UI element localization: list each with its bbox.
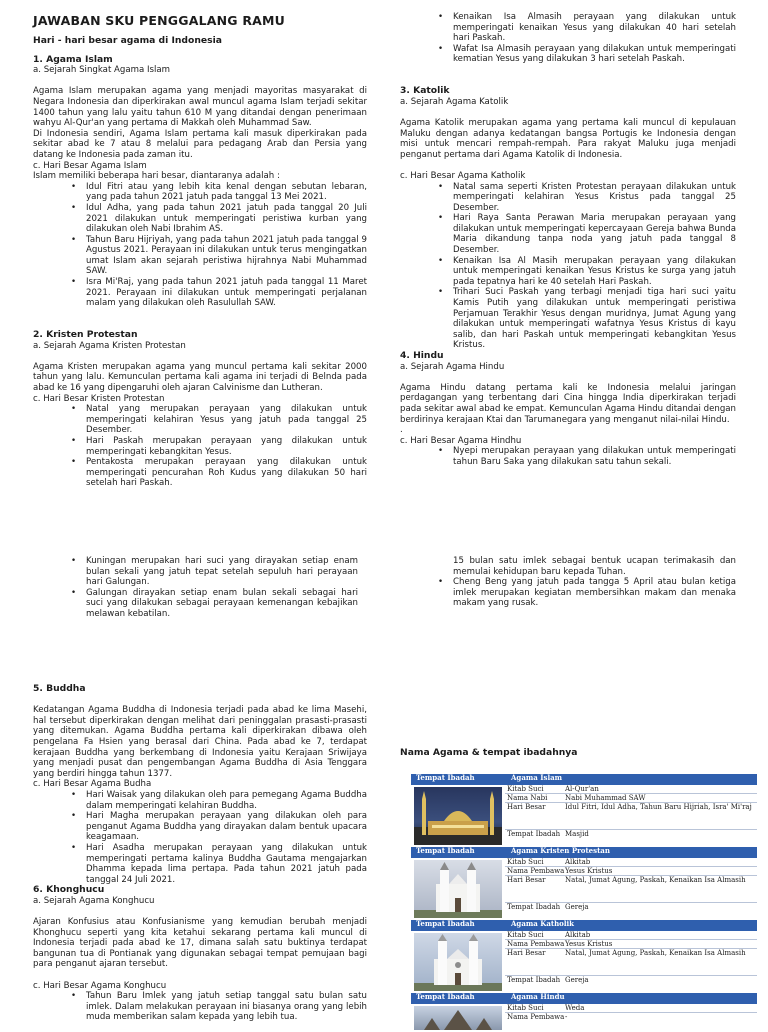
- row-key: Kitab Suci: [507, 931, 544, 939]
- khonghucu-sub-a: a. Sejarah Agama Konghucu: [33, 895, 155, 906]
- list-item: • Wafat Isa Almasih perayaan yang dilakukan untuk memperingati kematian Yesus yang dilakukan 3 hari setelah Paskah.: [453, 44, 736, 65]
- table-group-islam: [411, 774, 757, 847]
- row-key: Hari Besar: [507, 949, 546, 958]
- hindu-paragraph: Agama Hindu datang pertama kali ke Indonesia melalui jaringan perdagangan yang terbentang dari Cina hingga India diperkirakan terjadi pada sekitar awal abad ke empat. Kemunculan Agama Hindu ditandai dengan berdirinya kerajaan Ktai dan Tarumanegara yang menganut nilai-nilai Hindu.: [400, 382, 736, 425]
- right-column-top: [400, 12, 736, 468]
- row-value: Al-Qur'an: [565, 785, 599, 793]
- table-group-header: [411, 774, 757, 785]
- section-heading-katolik: 3. Katolik: [400, 85, 450, 97]
- left-column-top: [33, 14, 367, 489]
- list-item: • Natal yang merupakan perayaan yang dilakukan untuk memperingati kelahiran Yesus yang jatuh pada tanggal 25 Desember.: [86, 404, 367, 436]
- list-item: • Cheng Beng yang jatuh pada tangga 5 April atau bulan ketiga imlek merupakan kegiatan membersihkan makam dan menaka makam yang rusak.: [453, 577, 736, 609]
- section-heading-buddha: 5. Buddha: [33, 683, 86, 694]
- khonghucu-holiday-list: [33, 991, 367, 1023]
- table-group-katholik: [411, 920, 757, 993]
- list-item: • Galungan dirayakan setiap enam bulan sekali sebagai hari suci yang dilakukan sebagai perayaan kemenangan kebajikan melawan kebatilan.: [86, 588, 358, 620]
- table-title: Nama Agama & tempat ibadahnya: [400, 747, 578, 758]
- islam-paragraph-2: Di Indonesia sendiri, Agama Islam pertama kali masuk diperkirakan pada sekitar abad ke 7 atau 8 melalui para pedagang Arab dan Persia yang datang ke Indonesia pada zaman itu.: [33, 128, 367, 160]
- katolik-sub-c: c. Hari Besar Agama Katholik: [400, 170, 526, 181]
- left-column-middle: [33, 556, 358, 620]
- list-item: • Kenaikan Isa Al Masih merupakan perayaan yang dilakukan untuk memperingati kenaikan Yesus Kristus ke surga yang jatuh pada tepatnya hari ke 40 setelah Hari Paskah.: [453, 256, 736, 288]
- section-heading-khonghucu: 6. Khonghucu: [33, 884, 105, 896]
- row-value: Masjid: [565, 830, 589, 839]
- table-group-header: [411, 847, 757, 858]
- islam-intro: Islam memiliki beberapa hari besar, diantaranya adalah :: [33, 171, 280, 182]
- table-group-header: [411, 993, 757, 1004]
- church-icon: [414, 860, 502, 918]
- katolik-sub-a: a. Sejarah Agama Katolik: [400, 96, 509, 107]
- list-item: • Nyepi merupakan perayaan yang dilakukan untuk memperingati tahun Baru Saka yang dilakukan satu tahun sekali.: [453, 446, 736, 467]
- row-key: Nama Pembawa: [507, 867, 565, 876]
- row-key: Hari Besar: [507, 876, 546, 885]
- row-value: Gereja: [565, 976, 589, 985]
- row-key: Kitab Suci: [507, 1004, 544, 1012]
- kristen-holiday-list-cont: [400, 12, 736, 65]
- kristen-sub-c: c. Hari Besar Kristen Protestan: [33, 393, 165, 404]
- row-key: Tempat Ibadah: [507, 976, 561, 985]
- list-item: • Pentakosta merupakan perayaan yang dilakukan untuk memperingati pencurahan Roh Kudus yang dilakukan 50 hari setelah hari Paskah.: [86, 457, 367, 489]
- table-group-header: [411, 920, 757, 931]
- list-item: • Natal sama seperti Kristen Protestan perayaan dilakukan untuk memperingati kelahiran Yesus Kristus pada tanggal 25 Desember.: [453, 182, 736, 214]
- header-place: Tempat Ibadah: [416, 846, 475, 855]
- section-heading-kristen: 2. Kristen Protestan: [33, 329, 138, 341]
- row-key: Hari Besar: [507, 803, 546, 812]
- hindu-holiday-list: [400, 446, 736, 467]
- kristen-sub-a: a. Sejarah Agama Kristen Protestan: [33, 340, 186, 351]
- section-heading-hindu: 4. Hindu: [400, 350, 444, 361]
- hindu-sub-a: a. Sejarah Agama Hindu: [400, 361, 505, 372]
- kristen-paragraph: Agama Kristen merupakan agama yang muncul pertama kali sekitar 2000 tahun yang lalu. Kemunculan pertama kali agama ini terjadi di Belnda pada abad ke 16 yang dipengaruhi oleh ajaran Calvinisme dan Lutheran.: [33, 361, 367, 393]
- list-item: • Hari Paskah merupakan perayaan yang dilakukan untuk memperingati kebangkitan Yesus.: [86, 436, 367, 457]
- row-value: -: [565, 1013, 568, 1022]
- right-column-middle: [400, 556, 736, 609]
- header-religion: Agama Islam: [511, 773, 563, 782]
- islam-holiday-list: [33, 182, 367, 309]
- hindu-dot: .: [400, 425, 403, 436]
- konghucu-holiday-list-cont: [400, 577, 736, 609]
- row-key: Kitab Suci: [507, 858, 544, 866]
- section-heading-islam: 1. Agama Islam: [33, 53, 113, 65]
- row-key: Kitab Suci: [507, 785, 544, 793]
- header-place: Tempat Ibadah: [416, 773, 475, 782]
- list-item: • Tahun Baru Imlek yang jatuh setiap tanggal satu bulan satu imlek. Dalam melakukan perayaan ini biasanya orang yang lebih muda memberikan salam kepada yang lebih tua.: [86, 991, 367, 1023]
- row-value: Natal, Jumat Agung, Paskah, Kenaikan Isa Almasih: [565, 949, 746, 958]
- katolik-holiday-list: [400, 182, 736, 352]
- page-title: JAWABAN SKU PENGGALANG RAMU: [33, 13, 286, 28]
- subtitle: Hari - hari besar agama di Indonesia: [33, 35, 222, 46]
- cathedral-icon: [414, 933, 502, 991]
- row-value: Nabi Muhammad SAW: [565, 794, 646, 803]
- list-item: • Kenaikan Isa Almasih perayaan yang dilakukan untuk memperingati kenaikan Yesus yang dilakukan 40 hari setelah hari Paskah.: [453, 12, 736, 44]
- table-group-kristen: [411, 847, 757, 920]
- list-item: • Kuningan merupakan hari suci yang dirayakan setiap enam bulan sekali yang jatuh tepat setelah sepuluh hari perayaan hari Galungan.: [86, 556, 358, 588]
- header-place: Tempat Ibadah: [416, 919, 475, 928]
- list-item: • Hari Waisak yang dilakukan oleh para pemegang Agama Buddha dalam memperingati kelahiran Buddha.: [86, 790, 367, 811]
- list-item: • Idul Adha, yang pada tahun 2021 jatuh pada tanggal 20 Juli 2021 dilakukan untuk memperingati peristiwa kurban yang dilakukan oleh Nabi Ibrahim AS.: [86, 203, 367, 235]
- church-image: [414, 860, 502, 918]
- mosque-icon: [414, 787, 502, 845]
- mosque-image: [414, 787, 502, 845]
- row-key: Nama Pembawa: [507, 940, 565, 949]
- khonghucu-paragraph: Ajaran Konfusius atau Konfusianisme yang kemudian berubah menjadi Khonghucu seperti yang kita ketahui sekarang pertama kali muncul di Indonesia terjadi pada abad ke 17, dimana salah satu buktinya terdapat bangunan tua di Pontianak yang digunakan sebagai tempat pemujaan bagi para penganut ajaran tersebut.: [33, 917, 367, 970]
- row-value: Weda: [565, 1004, 585, 1012]
- hindu-holiday-list-cont: [33, 556, 358, 620]
- khonghucu-sub-c: c. Hari Besar Agama Konghucu: [33, 980, 167, 991]
- list-item: • Hari Magha merupakan perayaan yang dilakukan oleh para penganut Agama Buddha yang dirayakan dalam bentuk upacara keagamaan.: [86, 811, 367, 843]
- temple-icon: [414, 1006, 502, 1030]
- table-group-hindu: [411, 993, 757, 1032]
- row-value: Gereja: [565, 903, 589, 912]
- islam-paragraph-1: Agama Islam merupakan agama yang menjadi mayoritas masyarakat di Negara Indonesia dan diperkirakan awal muncul agama Islam terjadi sekitar 1400 tahun yang lalu yaitu tahun 610 M yang ditandai dengan penerimaan wahyu Al-Qur'an yang pertama di Makkah oleh Muhammad Saw.: [33, 86, 367, 129]
- temple-image: [414, 1006, 502, 1030]
- islam-sub-a: a. Sejarah Singkat Agama Islam: [33, 65, 171, 76]
- header-place: Tempat Ibadah: [416, 992, 475, 1001]
- katolik-paragraph: Agama Katolik merupakan agama yang pertama kali muncul di kepulauan Maluku dengan adanya kedatangan bangsa Portugis ke Indonesia dengan misi untuk mencari rempah-rempah. Para rakyat Maluku juga menjadi penganut pertama dari Agama Katolik di Indonesia.: [400, 117, 736, 160]
- list-item: • Hari Raya Santa Perawan Maria merupakan perayaan yang dilakukan untuk memperingati kepercayaan Gereja bahwa Bunda Maria dikandung tanpa noda yang jatuh pada tanggal 8 Desember.: [453, 213, 736, 255]
- header-religion: Agama Katholik: [511, 919, 575, 928]
- list-item: • Trihari Suci Paskah yang terbagi menjadi tiga hari suci yaitu Kamis Putih yang dilakukan untuk memperingati peristiwa Perjamuan Terakhir Yesus dengan muridnya, Jumat Agung yang dilakukan untuk memperingati wafatnya Yesus Kristus di kayu salib, dan hari Paskah untuk memperingati kebangkitan Yesus Kristus.: [453, 287, 736, 351]
- list-item: • Tahun Baru Hijriyah, yang pada tahun 2021 jatuh pada tanggal 9 Agustus 2021. Perayaan ini dilakukan untuk terus mengingatkan umat Islam akan sejarah peristiwa hijrahnya Nabi Muhammad SAW.: [86, 235, 367, 277]
- hindu-sub-c: c. Hari Besar Agama Hindhu: [400, 435, 522, 446]
- row-value: Natal, Jumat Agung, Paskah, Kenaikan Isa Almasih: [565, 876, 746, 885]
- row-value: Yesus Kristus: [565, 867, 613, 876]
- row-key: Nama Pembawa: [507, 1013, 565, 1022]
- row-value: Idul Fitri, Idul Adha, Tahun Baru Hijriah, Isra' Mi'raj: [565, 803, 752, 812]
- religion-table: [411, 774, 757, 1032]
- buddha-paragraph: Kedatangan Agama Buddha di Indonesia terjadi pada abad ke lima Masehi, hal tersebut diperkirakan dengan melihat dari peninggalan prasasti-prasasti yang ditemukan. Agama Buddha pertama kali diperkirakan dibawa oleh pengelana Fa Hsien yang berasal dari China. Pada abad ke 7, terdapat kerajaan Buddha yang berkembang di Indonesia yaitu Kerajaan Sriwijaya yang menjadi pusat dan pengembangan Agama Buddha di Asia Tenggara yang berdiri hingga tahun 1377.: [33, 705, 367, 779]
- row-value: Alkitab: [565, 858, 591, 866]
- buddha-holiday-list: [33, 790, 367, 885]
- list-item: • Hari Asadha merupakan perayaan yang dilakukan untuk memperingati pertama kalinya Buddha Gautama mengajarkan Dhamma kepada lima pertapa. Pada tahun 2021 jatuh pada tanggal 24 Juli 2021.: [86, 843, 367, 885]
- cathedral-image: [414, 933, 502, 991]
- row-key: Tempat Ibadah: [507, 830, 561, 839]
- row-value: Alkitab: [565, 931, 591, 939]
- buddha-sub-c: c. Hari Besar Agama Budha: [33, 779, 152, 790]
- row-value: Yesus Kristus: [565, 940, 613, 949]
- header-religion: Agama Hindu: [511, 992, 565, 1001]
- left-column-bottom: [33, 684, 367, 1023]
- row-key: Tempat Ibadah: [507, 903, 561, 912]
- row-key: Nama Nabi: [507, 794, 548, 803]
- islam-sub-c: c. Hari Besar Agama Islam: [33, 160, 147, 171]
- header-religion: Agama Kristen Protestan: [511, 846, 610, 855]
- kristen-holiday-list: [33, 404, 367, 489]
- list-item: • Idul Fitri atau yang lebih kita kenal dengan sebutan lebaran, yang pada tahun 2021 jatuh pada tanggal 13 Mei 2021.: [86, 182, 367, 203]
- list-item: • Isra Mi'Raj, yang pada tahun 2021 jatuh pada tanggal 11 Maret 2021. Perayaan ini dilakukan untuk memperingati perjalanan malam yang dilakukan oleh Rasulullah SAW.: [86, 277, 367, 309]
- konghucu-item-continuation: 15 bulan satu imlek sebagai bentuk ucapan terimakasih dan memulai kehidupan baru kepada Tuhan.: [453, 556, 736, 577]
